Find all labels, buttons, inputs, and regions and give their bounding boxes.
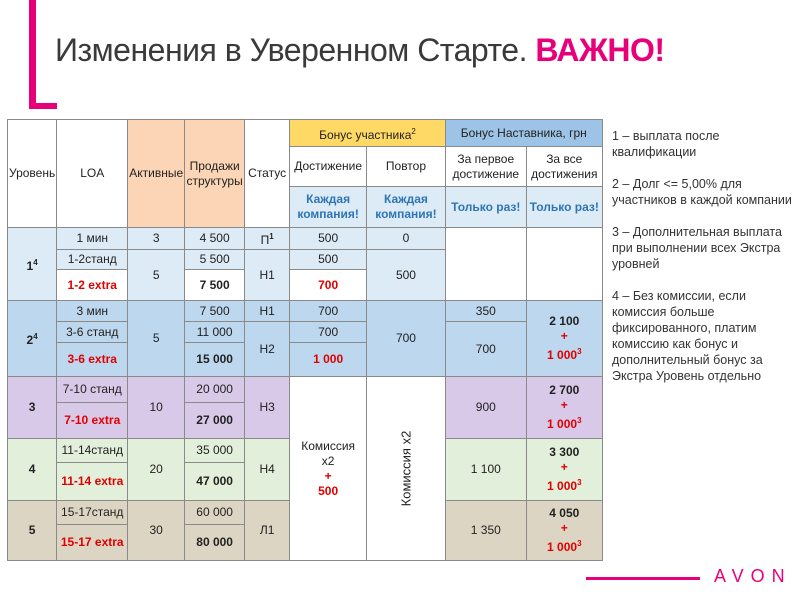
table-cell: 500 (290, 250, 367, 270)
all-plus: + (560, 460, 568, 474)
footnote-4: 4 – Без комиссии, если комиссия больше фиксированного, платим комиссию как бонус и дополнительный бонус за Экстра Уровень отдельно (612, 289, 763, 383)
table-cell: 11 000 (185, 322, 245, 343)
table-cell: 20 (128, 439, 185, 501)
table-cell: 700 (367, 301, 446, 377)
all-plus: + (560, 521, 568, 535)
header-participant-bonus-label: Бонус участника (319, 127, 412, 142)
brand-logo: AVON (714, 566, 792, 586)
footnotes (612, 128, 796, 400)
table-cell: 15-17станд (57, 501, 128, 525)
all-extra-value: 1 000 (547, 348, 578, 362)
all-achievements-cell (526, 301, 602, 377)
header-first-achievement: За первое достижение (445, 147, 526, 187)
commission-cell (290, 377, 367, 561)
all-achievements-cell (526, 439, 602, 501)
table-cell: 0 (367, 228, 446, 250)
table-cell: 7 500 (185, 270, 245, 301)
all-achievements-cell (526, 501, 602, 561)
level-2-sup: 4 (33, 332, 38, 341)
table-cell: 3-6 extra (57, 343, 128, 377)
header-sales: Продажи структуры (185, 120, 245, 228)
table-cell: 30 (128, 501, 185, 561)
table-cell: 700 (290, 270, 367, 301)
accent-bar-vertical (29, 0, 36, 107)
table-cell: 7-10 extra (57, 403, 128, 439)
level-1-label (8, 228, 57, 301)
all-extra-sup: 3 (577, 478, 582, 487)
all-extra (528, 536, 601, 555)
status-sup: 1 (269, 232, 274, 241)
table-cell: 700 (445, 322, 526, 377)
table-cell: 1-2 extra (57, 270, 128, 301)
header-only-once-2: Только раз! (526, 187, 602, 228)
table-cell: 11-14станд (57, 439, 128, 463)
level-1-number: 1 (26, 258, 34, 273)
table-cell: 11-14 extra (57, 463, 128, 501)
commission-line2: x2 (321, 453, 335, 468)
footnote-3: 3 – Дополнительная выплата при выполнении всех Экстра уровней (612, 225, 782, 271)
table-cell: 3-6 станд (57, 322, 128, 343)
footnote-2: 2 – Долг <= 5,00% для участников в каждой компании (612, 177, 792, 207)
all-main: 3 300 (549, 445, 580, 459)
table-cell: 20 000 (185, 377, 245, 403)
header-participant-bonus (290, 120, 446, 147)
table-cell: 35 000 (185, 439, 245, 463)
header-each-campaign-1: Каждая компания! (290, 187, 367, 228)
table-cell: 1 000 (290, 343, 367, 377)
header-only-once-1: Только раз! (445, 187, 526, 228)
header-each-campaign-2: Каждая компания! (367, 187, 446, 228)
all-main: 4 050 (549, 506, 580, 520)
table-cell: 7 500 (185, 301, 245, 322)
table-cell: 5 500 (185, 250, 245, 270)
table-cell: 350 (445, 301, 526, 322)
header-active: Активные (128, 120, 185, 228)
all-plus: + (560, 398, 568, 412)
table-cell: Н1 (245, 301, 290, 322)
table-cell: 3 мин (57, 301, 128, 322)
table-cell: 15-17 extra (57, 525, 128, 561)
table-cell: 700 (290, 322, 367, 343)
table-cell: 500 (290, 228, 367, 250)
commission-vertical-text: Комиссия x2 (398, 430, 414, 506)
all-main: 2 100 (549, 314, 580, 328)
all-extra-value: 1 000 (547, 479, 578, 493)
table-cell: 1-2станд (57, 250, 128, 270)
all-extra-sup: 3 (577, 347, 582, 356)
title-accent: ВАЖНО! (535, 32, 665, 68)
footnote-1: 1 – выплата после квалификации (612, 129, 720, 159)
table-cell: 3 (128, 228, 185, 250)
table-cell: Н3 (245, 377, 290, 439)
table-cell: 500 (367, 250, 446, 301)
table-cell: Н4 (245, 439, 290, 501)
header-status: Статус (245, 120, 290, 228)
page-title (55, 32, 665, 69)
level-4-label: 4 (8, 439, 57, 501)
table-cell: 1 100 (445, 439, 526, 501)
table-cell: 700 (290, 301, 367, 322)
all-extra-sup: 3 (577, 539, 582, 548)
level-2-number: 2 (26, 333, 34, 347)
header-level: Уровень (8, 120, 57, 228)
all-extra-sup: 3 (577, 416, 582, 425)
header-achievement: Достижение (290, 147, 367, 187)
table-cell: 5 (128, 301, 185, 377)
level-1-sup: 4 (33, 257, 38, 267)
all-plus: + (560, 329, 568, 343)
table-cell-empty (445, 228, 526, 301)
table-cell: 5 (128, 250, 185, 301)
table-cell: Л1 (245, 501, 290, 561)
table-cell: 10 (128, 377, 185, 439)
header-loa: LOA (57, 120, 128, 228)
header-repeat: Повтор (367, 147, 446, 187)
status-cell (245, 228, 290, 250)
bottom-accent-line (586, 577, 700, 580)
header-mentor-bonus: Бонус Наставника, грн (445, 120, 602, 147)
commission-line1: Комиссия (301, 438, 356, 453)
status-label: П (260, 233, 270, 247)
all-extra (528, 413, 601, 432)
all-extra (528, 344, 601, 363)
accent-bar-horizontal (29, 103, 57, 109)
level-2-label (8, 301, 57, 377)
table-cell: Н2 (245, 322, 290, 377)
commission-plus: + (324, 468, 332, 483)
title-main: Изменения в Уверенном Старте. (55, 32, 527, 68)
table-cell: 7-10 станд (57, 377, 128, 403)
table-cell: 4 500 (185, 228, 245, 250)
table-cell: 80 000 (185, 525, 245, 561)
table-cell: 60 000 (185, 501, 245, 525)
all-extra-value: 1 000 (547, 417, 578, 431)
table-cell: 47 000 (185, 463, 245, 501)
all-extra (528, 475, 601, 494)
table-cell: 15 000 (185, 343, 245, 377)
table-cell: 27 000 (185, 403, 245, 439)
level-3-label: 3 (8, 377, 57, 439)
table-cell: Н1 (245, 250, 290, 301)
all-achievements-cell (526, 377, 602, 439)
bonus-table (7, 119, 603, 561)
table-cell: 1 мин (57, 228, 128, 250)
table-cell: 900 (445, 377, 526, 439)
all-extra-value: 1 000 (547, 540, 578, 554)
header-all-achievements: За все достижения (526, 147, 602, 187)
commission-value: 500 (318, 483, 339, 498)
all-main: 2 700 (549, 383, 580, 397)
commission-vertical-cell (367, 377, 446, 561)
level-5-label: 5 (8, 501, 57, 561)
table-cell-empty (526, 228, 602, 301)
table-cell: 1 350 (445, 501, 526, 561)
header-participant-bonus-sup: 2 (411, 126, 416, 136)
